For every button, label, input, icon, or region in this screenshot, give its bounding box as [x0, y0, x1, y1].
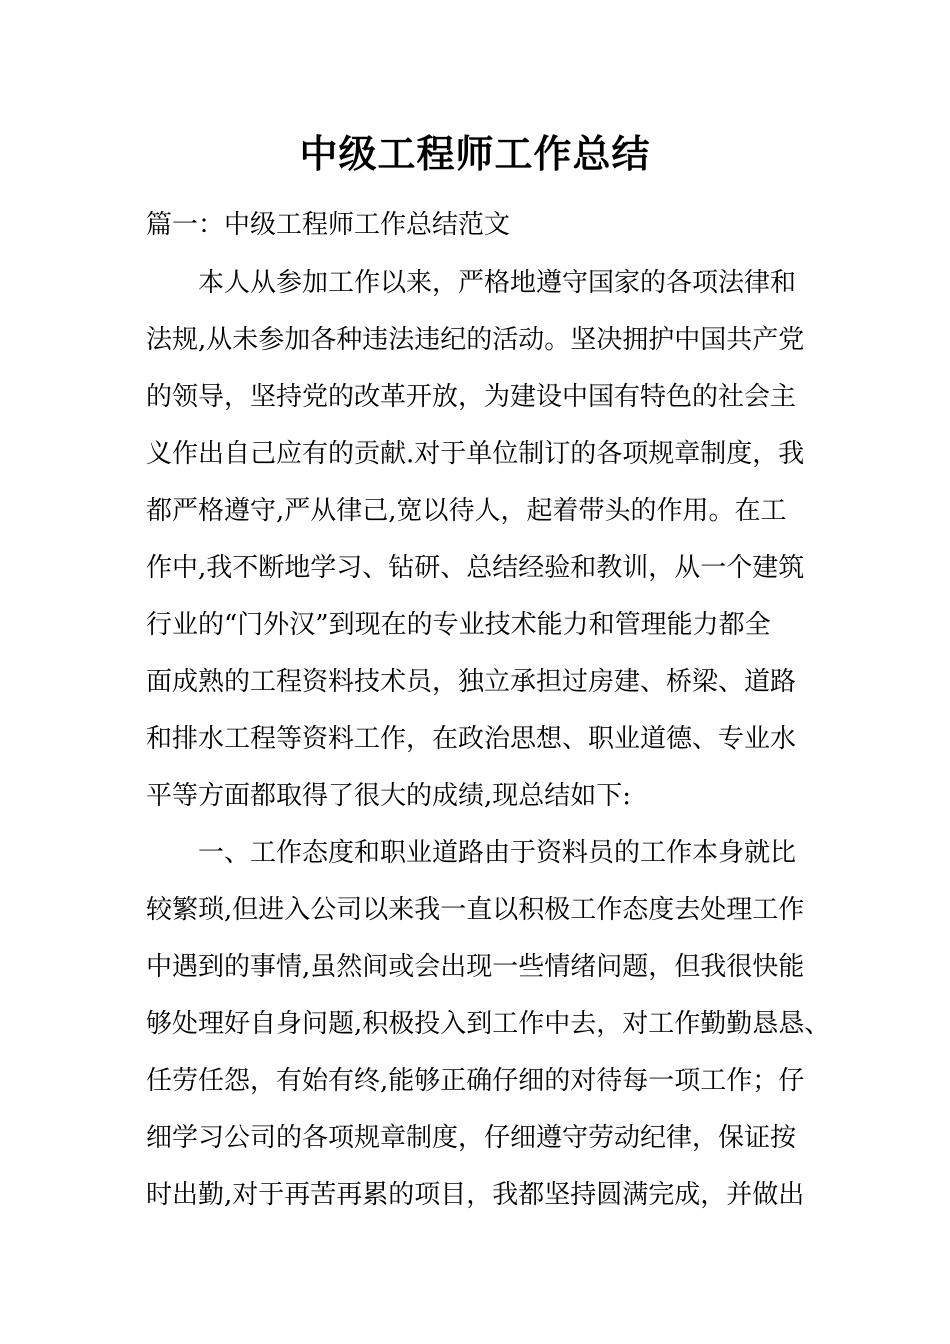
- body-line: 和排水工程等资料工作，在政治思想、职业道德、专业水: [146, 724, 797, 754]
- body-line: 面成熟的工程资料技术员，独立承担过房建、桥梁、道路: [146, 667, 797, 697]
- body-line: 行业的“门外汉”到现在的专业技术能力和管理能力都全: [146, 610, 771, 640]
- body-line: 义作出自己应有的贡献.对于单位制订的各项规章制度，我: [146, 439, 805, 469]
- body-line: 任劳任怨，有始有终,能够正确仔细的对待每一项工作；仔: [146, 1066, 805, 1096]
- body-line: 法规,从未参加各种违法违纪的活动。坚决拥护中国共产党: [146, 325, 805, 355]
- body-line: 够处理好自身问题,积极投入到工作中去，对工作勤勤恳恳、: [146, 1009, 831, 1039]
- body-line: 都严格遵守,严从律己,宽以待人，起着带头的作用。在工: [146, 496, 787, 526]
- document-title: 中级工程师工作总结: [299, 131, 651, 176]
- body-line: 中遇到的事情,虽然间或会出现一些情绪问题，但我很快能: [146, 952, 805, 982]
- document-subtitle: 篇一：中级工程师工作总结范文: [146, 210, 511, 240]
- body-line: 本人从参加工作以来，严格地遵守国家的各项法律和: [146, 268, 797, 298]
- body-line: 平等方面都取得了很大的成绩,现总结如下:: [146, 781, 632, 811]
- body-line: 一、工作态度和职业道路由于资料员的工作本身就比: [146, 838, 797, 868]
- body-line: 较繁琐,但进入公司以来我一直以积极工作态度去处理工作: [146, 895, 805, 925]
- body-line: 的领导，坚持党的改革开放，为建设中国有特色的社会主: [146, 382, 797, 412]
- body-line: 作中,我不断地学习、钻研、总结经验和教训，从一个建筑: [146, 553, 805, 583]
- body-line: 细学习公司的各项规章制度，仔细遵守劳动纪律，保证按: [146, 1123, 797, 1153]
- body-line: 时出勤,对于再苦再累的项目，我都坚持圆满完成，并做出: [146, 1180, 805, 1210]
